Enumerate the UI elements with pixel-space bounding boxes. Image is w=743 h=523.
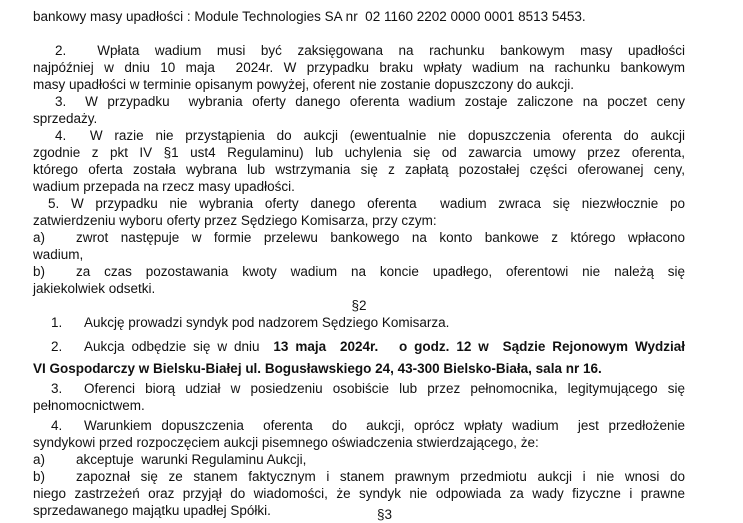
- list-marker: 3.: [51, 381, 63, 396]
- text-line: [33, 93, 685, 110]
- text-run: Oferenci biorą udział w posiedzeniu osobiście lub przez pełnomocnika, legitymującego się: [84, 381, 685, 396]
- text-run: Aukcja odbędzie się w dniu: [84, 339, 274, 354]
- text-line: [33, 468, 685, 485]
- text-run: akceptuje warunki Regulaminu Aukcji,: [76, 452, 307, 467]
- text-run: wadium przepada na rzecz masy upadłości.: [33, 179, 295, 194]
- text-run: którego oferta została wybrana lub wstrzymania się z zapłatą pozostałej części oferowanej ceny,: [33, 162, 685, 177]
- paragraph: [33, 336, 685, 380]
- text-run: syndykowi przed rozpoczęciem aukcji pisemnego oświadczenia stwierdzającego, że:: [33, 435, 539, 450]
- text-run: §2: [351, 298, 367, 313]
- text-run: masy upadłości w terminie opisanym powyżej, oferent nie zostanie dopuszczony do aukcji.: [33, 77, 575, 92]
- text-run: Aukcję prowadzi syndyk pod nadzorem Sędziego Komisarza.: [84, 315, 450, 330]
- text-line: [33, 397, 685, 414]
- text-line: [33, 212, 685, 229]
- text-line: [33, 144, 685, 161]
- paragraph: [33, 127, 685, 195]
- text-run: 5. W przypadku nie wybrania oferty danego oferenta wadium zwraca się niezwłocznie po: [48, 196, 685, 211]
- text-run: zapoznał się ze stanem faktycznym i stanem prawnym przedmiotu aukcji i nie wnosi do: [76, 469, 685, 484]
- text-line: [33, 76, 685, 93]
- text-run: wadium,: [33, 247, 84, 262]
- list-marker: a): [33, 230, 46, 245]
- list-marker: a): [33, 452, 46, 467]
- text-run: 3. W przypadku wybrania oferty danego oferenta wadium zostaje zaliczone na poczet ceny: [55, 94, 685, 109]
- text-line: [33, 246, 685, 263]
- text-run: za czas pozostawania kwoty wadium na koncie upadłego, oferentowi nie należą się: [76, 264, 685, 279]
- section-heading: [33, 297, 685, 314]
- text-line: [33, 42, 685, 59]
- document-body: [33, 8, 685, 519]
- text-line: [33, 229, 685, 246]
- text-line: [33, 297, 685, 314]
- text-run: Warunkiem dopuszczenia oferenta do aukcji, oprócz wpłaty wadium jest przedłożenie: [84, 418, 685, 433]
- paragraph: [33, 417, 685, 451]
- text-run: sprzedawanego majątku upadłej Spółki.: [33, 503, 271, 518]
- list-marker: 4.: [51, 418, 63, 433]
- list-marker: b): [33, 469, 46, 484]
- text-line: [33, 485, 685, 502]
- text-run: zatwierdzeniu wyboru oferty przez Sędziego Komisarza, przy czym:: [33, 213, 437, 228]
- text-line: [33, 417, 685, 434]
- text-run: 4. W razie nie przystąpienia do aukcji (ewentualnie nie dopuszczenia oferenta do aukcji: [55, 128, 685, 143]
- text-line: [33, 161, 685, 178]
- text-run: VI Gospodarczy w Bielsku-Białej ul. Bogusławskiego 24, 43-300 Bielsko-Biała, sala nr 16.: [33, 361, 602, 376]
- next-section-label: §3: [376, 507, 393, 522]
- text-line: [33, 380, 685, 397]
- text-line: [33, 434, 685, 451]
- paragraph: [33, 93, 685, 127]
- text-run: najpóźniej w dniu 10 maja 2024r. W przypadku braku wpłaty wadium na rachunku bankowym: [33, 60, 685, 75]
- text-line: [33, 358, 685, 380]
- text-run: zgodnie z pkt IV §1 ust4 Regulaminu) lub uchylenia się od zawarcia umowy przez oferenta,: [33, 145, 685, 160]
- paragraph: [33, 8, 685, 25]
- text-run: 2. Wpłata wadium musi być zaksięgowana na rachunku bankowym masy upadłości: [55, 43, 685, 58]
- text-line: [33, 280, 685, 297]
- paragraph: [33, 314, 685, 331]
- text-line: [33, 59, 685, 76]
- paragraph: [33, 451, 685, 468]
- text-run: jakiekolwiek odsetki.: [33, 281, 156, 296]
- list-marker: 1.: [51, 315, 63, 330]
- text-run: zwrot następuje w formie przelewu bankowego na konto bankowe z którego wpłacono: [76, 230, 685, 245]
- text-line: [33, 314, 685, 331]
- text-run: niego zastrzeżeń oraz przyjął do wiadomości, że syndyk nie odpowiada za wady fizyczne i prawne: [33, 486, 685, 501]
- paragraph: [33, 263, 685, 297]
- paragraph: [33, 380, 685, 414]
- text-run: bankowy masy upadłości : Module Technologies SA nr 02 1160 2202 0000 0001 8513 5453.: [33, 9, 586, 24]
- paragraph: [33, 195, 685, 229]
- list-marker: 2.: [51, 339, 63, 354]
- text-line: [33, 263, 685, 280]
- list-marker: b): [33, 264, 46, 279]
- text-line: [33, 336, 685, 358]
- text-line: [33, 451, 685, 468]
- text-run: sprzedaży.: [33, 111, 98, 126]
- text-run: pełnomocnictwem.: [33, 398, 145, 413]
- text-run: 13 maja 2024r. o godz. 12 w Sądzie Rejonowym Wydział: [273, 339, 685, 354]
- text-line: [33, 110, 685, 127]
- paragraph: [33, 229, 685, 263]
- text-line: [33, 127, 685, 144]
- text-line: [33, 178, 685, 195]
- paragraph: [33, 42, 685, 93]
- text-line: [33, 8, 685, 25]
- text-line: [33, 195, 685, 212]
